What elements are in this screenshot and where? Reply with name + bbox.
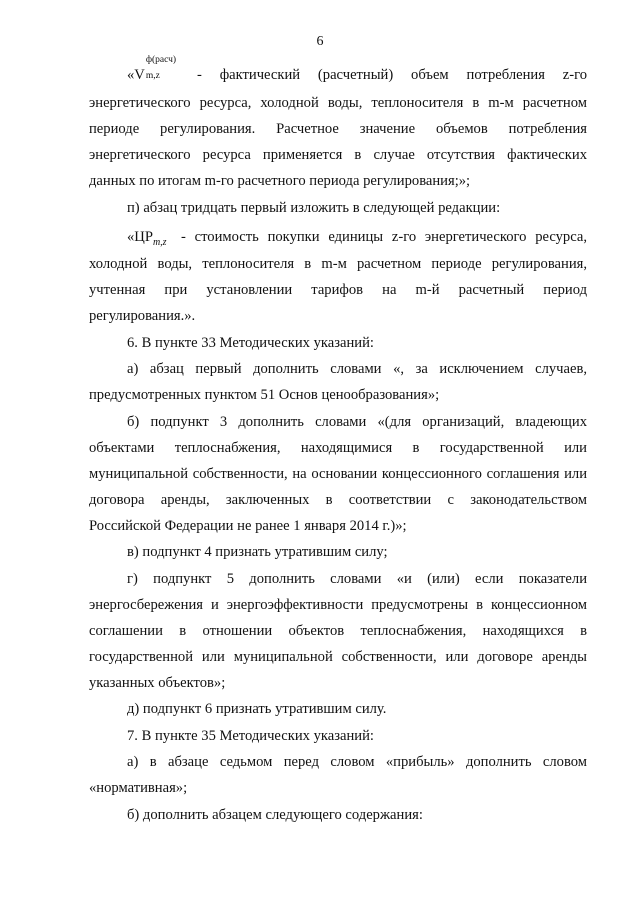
text-line-27: а) в абзаце седьмом перед словом «прибыль» дополнить словом (127, 754, 587, 770)
text-line-15: объектами теплоснабжения, находящимися в государственной или (89, 440, 587, 456)
page-number: 6 (316, 34, 324, 49)
text-line-16: муниципальной собственности, на основании концессионного соглашения или (89, 466, 587, 482)
text-line-6: п) абзац тридцать первый изложить в следующей редакции: (127, 200, 501, 216)
text-line-26: 7. В пункте 35 Методических указаний: (127, 728, 374, 744)
text-line-10: регулирования.». (89, 308, 196, 324)
text-line-22: соглашении в отношении объектов теплоснабжения, находящихся в (89, 623, 587, 639)
text-line-23: государственной или муниципальной собственности, или договоре аренды (89, 649, 587, 665)
symbol-cr-sub: m,z (152, 236, 167, 248)
text-line-7: - стоимость покупки единицы z-го энергетического ресурса, (181, 229, 587, 245)
text-line-19: в) подпункт 4 признать утратившим силу; (127, 544, 388, 560)
text-line-8: холодной воды, теплоносителя в m-м расчетном периоде регулирования, (89, 256, 587, 272)
text-line-13: предусмотренных пунктом 51 Основ ценообразования»; (89, 387, 440, 403)
text-line-1: - фактический (расчетный) объем потребления z-го (197, 67, 587, 83)
text-line-29: б) дополнить абзацем следующего содержания: (127, 807, 423, 823)
text-line-21: энергосбережения и энергоэффективности предусмотрены в концессионном (89, 597, 587, 613)
text-line-25: д) подпункт 6 признать утратившим силу. (127, 701, 387, 717)
text-line-24: указанных объектов»; (89, 675, 226, 691)
text-line-11: 6. В пункте 33 Методических указаний: (127, 335, 374, 351)
text-line-12: а) абзац первый дополнить словами «, за исключением случаев, (127, 361, 587, 377)
symbol-v: «V ф(расч) m,z (127, 55, 177, 83)
text-line-17: договора аренды, заключенных в соответствии с законодательством (89, 492, 587, 508)
text-line-3: периоде регулирования. Расчетное значение объемов потребления (89, 121, 587, 137)
text-line-20: г) подпункт 5 дополнить словами «и (или) если показатели (127, 571, 587, 587)
text-line-18: Российской Федерации не ранее 1 января 2014 г.)»; (89, 518, 407, 534)
text-line-9: учтенная при установлении тарифов на m-й расчетный период (89, 282, 587, 298)
text-line-5: данных по итогам m-го расчетного периода регулирования;»; (89, 173, 471, 189)
text-line-28: «нормативная»; (89, 780, 188, 796)
text-line-4: энергетического ресурса применяется в случае отсутствия фактических (89, 147, 587, 163)
text-line-14: б) подпункт 3 дополнить словами «(для организаций, владеющих (127, 414, 587, 430)
symbol-cr: «$ЦР_{m,z}$ (127, 229, 167, 248)
text-line-2: энергетического ресурса, холодной воды, теплоносителя в m-м расчетном (89, 95, 587, 111)
